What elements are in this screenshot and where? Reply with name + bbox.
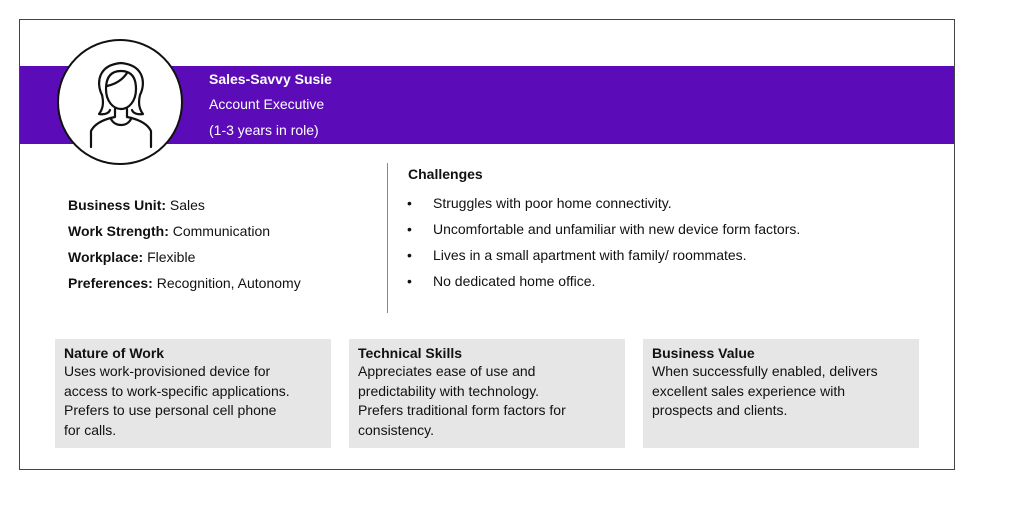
box-line: excellent sales experience with [652, 382, 845, 399]
box-line: Prefers traditional form factors for [358, 402, 566, 418]
attribute-label: Business Unit: [68, 197, 167, 213]
box-title: Business Value [652, 345, 755, 361]
attribute-value: Communication [172, 223, 271, 239]
box-line: Uses work-provisioned device for [64, 363, 271, 379]
attribute-value: Recognition, Autonomy [156, 275, 301, 291]
challenge-item [407, 216, 800, 242]
nature-of-work-box [55, 339, 331, 448]
attribute-label: Workplace: [68, 249, 144, 265]
bullet-icon: • [407, 247, 412, 263]
box-line: prospects and clients. [652, 402, 788, 418]
challenges-list [407, 190, 800, 294]
challenge-text: No dedicated home office. [433, 273, 596, 289]
challenge-text: Uncomfortable and unfamiliar with new device form factors. [433, 221, 801, 237]
persona-card [19, 19, 955, 470]
bullet-icon: • [407, 273, 412, 289]
attribute-value: Sales [169, 197, 205, 213]
attribute-value: Flexible [147, 249, 196, 265]
box-line: Prefers to use personal cell phone [64, 402, 277, 418]
business-value-box [643, 339, 919, 448]
attribute-business-unit [68, 197, 205, 213]
bullet-icon: • [407, 195, 412, 211]
box-line: Appreciates ease of use and [358, 363, 536, 379]
box-line: for calls. [64, 421, 117, 438]
box-line: When successfully enabled, delivers [652, 363, 878, 379]
persona-name: Sales-Savvy Susie [209, 71, 332, 87]
box-title: Nature of Work [64, 345, 165, 361]
challenge-item [407, 268, 800, 294]
avatar [57, 39, 183, 165]
challenge-text: Lives in a small apartment with family/ roommates. [433, 247, 747, 263]
challenge-item [407, 242, 800, 268]
box-line: predictability with technology. [358, 382, 540, 399]
box-line: access to work-specific applications. [64, 382, 290, 399]
technical-skills-box [349, 339, 625, 448]
attribute-label: Preferences: [68, 275, 153, 291]
attribute-work-strength [68, 223, 270, 239]
box-title: Technical Skills [358, 345, 463, 361]
attribute-label: Work Strength: [68, 223, 169, 239]
challenges-title: Challenges [408, 166, 483, 182]
persona-tenure: (1-3 years in role) [209, 122, 319, 138]
attribute-preferences [68, 275, 301, 291]
persona-role: Account Executive [209, 96, 325, 112]
challenge-text: Struggles with poor home connectivity. [433, 195, 672, 211]
bullet-icon: • [407, 221, 412, 237]
challenge-item [407, 190, 800, 216]
section-divider [387, 163, 388, 313]
box-line: consistency. [358, 421, 434, 438]
attribute-workplace [68, 249, 195, 265]
woman-avatar-icon [83, 59, 159, 149]
